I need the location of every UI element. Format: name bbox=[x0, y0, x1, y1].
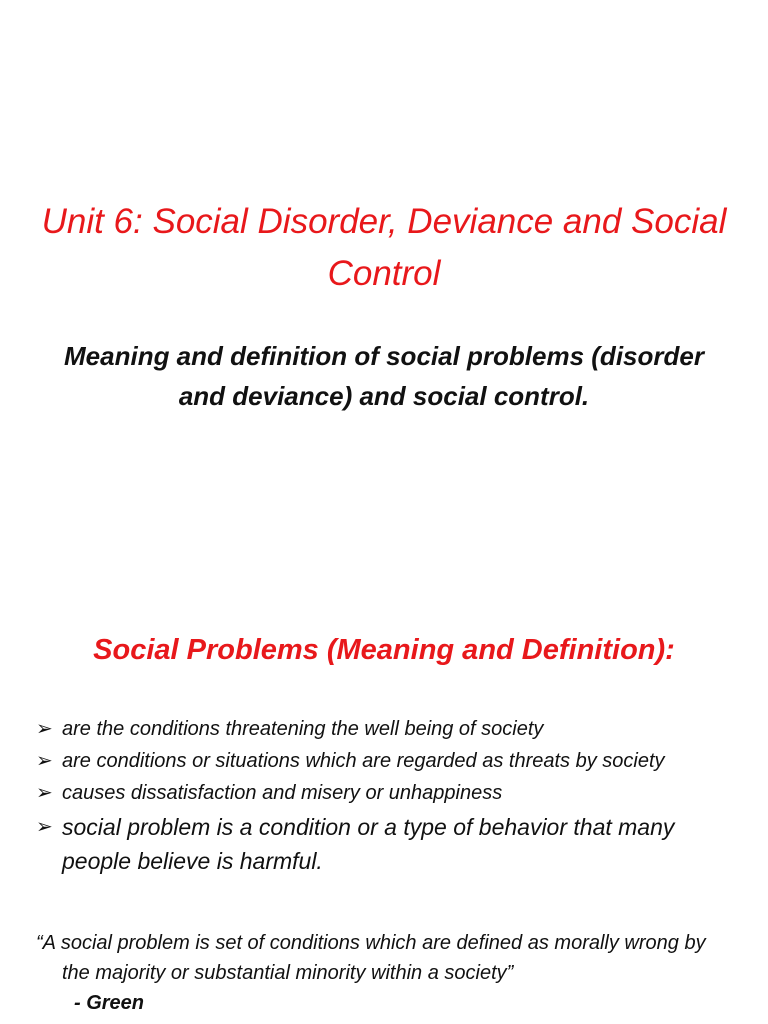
arrowhead-bullet-icon: ➢ bbox=[36, 718, 53, 740]
unit-title: Unit 6: Social Disorder, Deviance and Social Control bbox=[41, 202, 727, 293]
bullet-text: social problem is a condition or a type of behavior that many people believe is harmful. bbox=[62, 814, 675, 874]
list-item bbox=[36, 714, 738, 744]
list-item bbox=[36, 810, 738, 878]
list-item bbox=[36, 746, 738, 776]
definition-quote: “A social problem is set of conditions which are defined as morally wrong by the majority or substantial minority within a society” bbox=[36, 932, 706, 984]
section-heading: Social Problems (Meaning and Definition): bbox=[93, 634, 675, 666]
bullet-text: are conditions or situations which are regarded as threats by society bbox=[62, 750, 665, 772]
quote-author: - Green bbox=[74, 992, 145, 1014]
arrowhead-bullet-icon: ➢ bbox=[36, 750, 53, 772]
arrowhead-bullet-icon: ➢ bbox=[36, 782, 53, 804]
bullet-text: causes dissatisfaction and misery or unhappiness bbox=[62, 782, 503, 804]
bullet-text: are the conditions threatening the well being of society bbox=[62, 718, 544, 740]
unit-subtitle: Meaning and definition of social problems (disorder and deviance) and social control. bbox=[64, 341, 704, 411]
arrowhead-bullet-icon: ➢ bbox=[36, 816, 53, 838]
bullet-list bbox=[36, 714, 738, 880]
content-slide bbox=[0, 576, 768, 1024]
list-item bbox=[36, 778, 738, 808]
